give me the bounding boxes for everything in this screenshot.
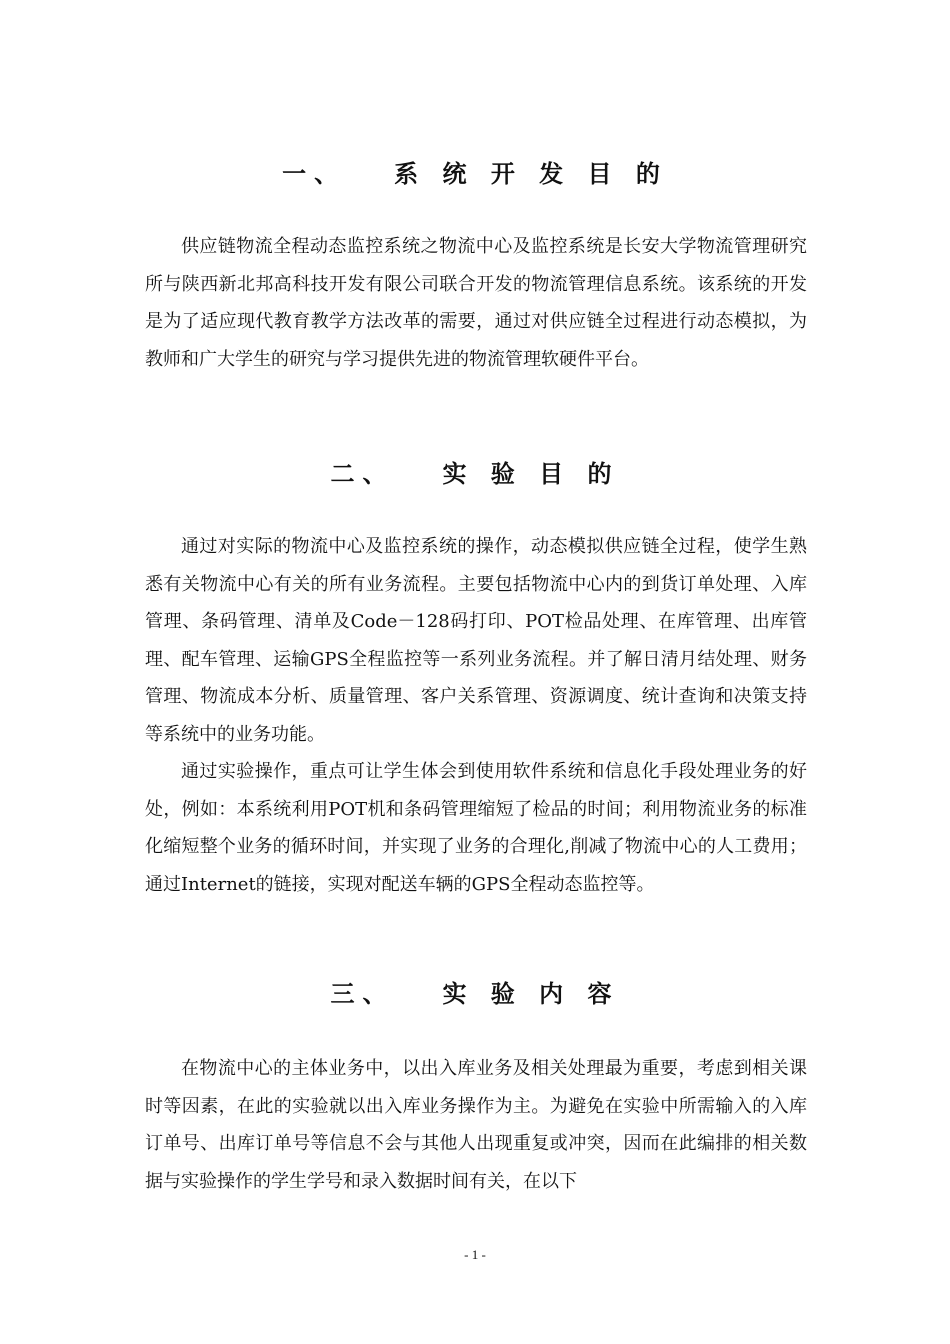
section-number: 一、	[282, 160, 347, 188]
paragraph: 供应链物流全程动态监控系统之物流中心及监控系统是长安大学物流管理研究所与陕西新北邦高科技开发有限公司联合开发的物流管理信息系统。该系统的开发是为了适应现代教育教学方法改革的需要，通过对供应链全过程进行动态模拟，为教师和广大学生的研究与学习提供先进的物流管理软硬件平台。	[145, 236, 807, 370]
paragraph: 通过实验操作，重点可让学生体会到使用软件系统和信息化手段处理业务的好处，例如：本系统利用POT机和条码管理缩短了检品的时间；利用物流业务的标准化缩短整个业务的循环时间，并实现了业务的合理化,削减了物流中心的人工费用；通过Internet的链接，实现对配送车辆的GPS全程动态监控等。	[145, 761, 807, 895]
section-heading-1	[0, 154, 950, 189]
section-heading-3	[0, 974, 950, 1009]
paragraph: 通过对实际的物流中心及监控系统的操作，动态模拟供应链全过程，使学生熟悉有关物流中心有关的所有业务流程。主要包括物流中心内的到货订单处理、入库管理、条码管理、清单及Code－128码打印、POT检品处理、在库管理、出库管理、配车管理、运输GPS全程监控等一系列业务流程。并了解日清月结处理、财务管理、物流成本分析、质量管理、客户关系管理、资源调度、统计查询和决策支持等系统中的业务功能。	[145, 536, 807, 745]
section-title: 系 统 开 发 目 的	[394, 160, 668, 188]
section-number: 二、	[330, 460, 395, 488]
section-number: 三、	[330, 980, 395, 1008]
section-heading-2	[0, 454, 950, 489]
page-number: - 1 -	[464, 1247, 486, 1262]
paragraph: 在物流中心的主体业务中，以出入库业务及相关处理最为重要，考虑到相关课时等因素，在此的实验就以出入库业务操作为主。为避免在实验中所需输入的入库订单号、出库订单号等信息不会与其他人出现重复或冲突，因而在此编排的相关数据与实验操作的学生学号和录入数据时间有关，在以下	[145, 1058, 807, 1192]
section-title: 实 验 目 的	[442, 460, 620, 488]
section-title: 实 验 内 容	[442, 980, 620, 1008]
